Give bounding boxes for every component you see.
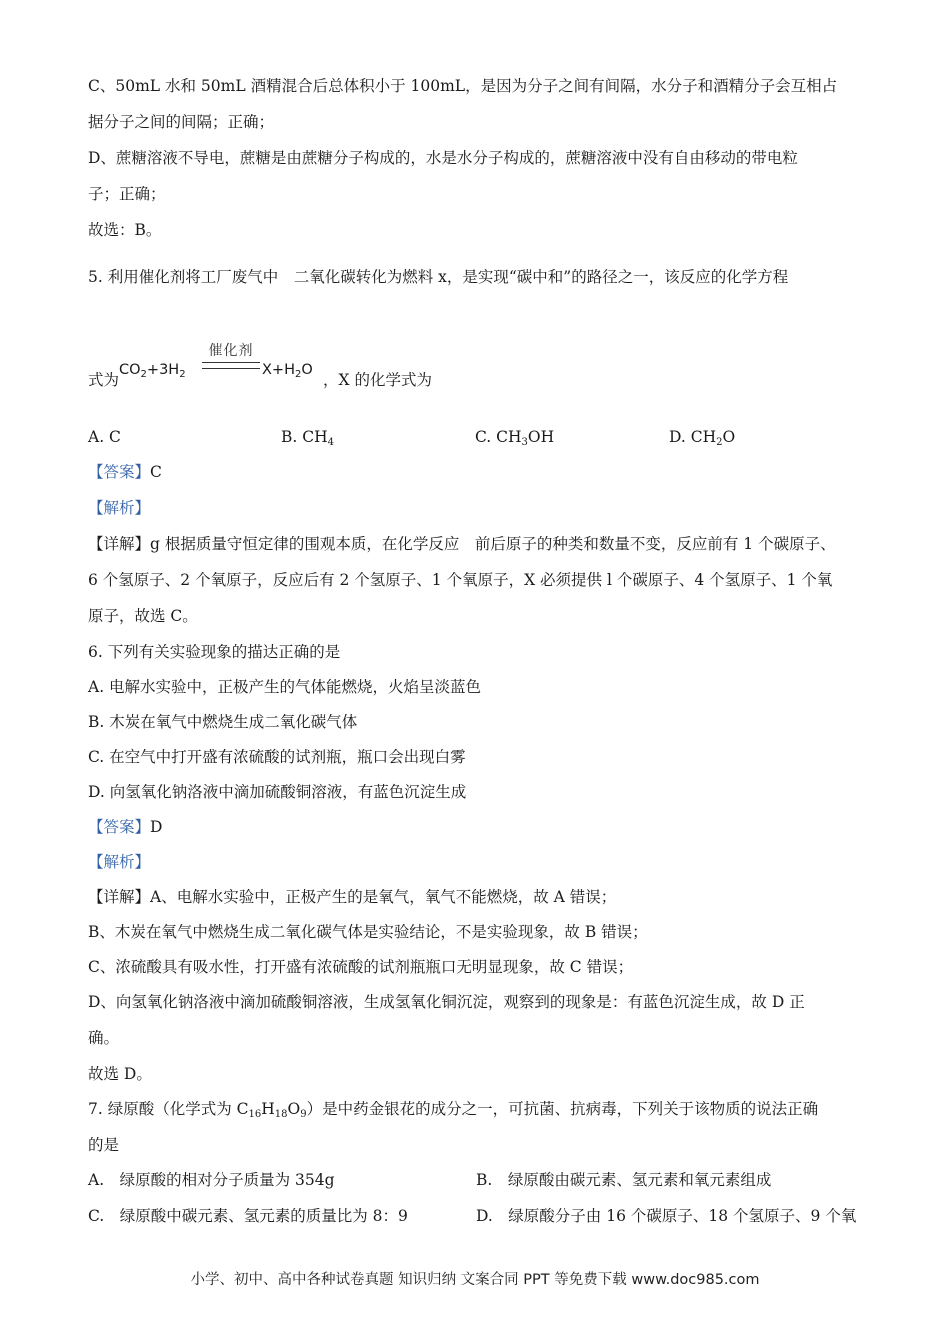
q6-analysis-tag: 【解析】 (88, 853, 151, 871)
q5-detail-line: 原子，故选 C。 (88, 607, 198, 625)
question-5-stem: 5. 利用催化剂将工厂废气中 二氧化碳转化为燃料 x，是实现“碳中和”的路径之一，该反应的化学方程 (88, 268, 789, 286)
q5-option-d: D. $CH_2O$ (669, 428, 736, 448)
q5-answer: 【答案】C (88, 463, 162, 481)
reaction-arrow (202, 340, 260, 369)
q5-option-c: C. $CH_3OH$ (475, 428, 555, 448)
equation-lead: 式为 (88, 371, 120, 389)
text-line: D、蔗糖溶液不导电，蔗糖是由蔗糖分子构成的，水是水分子构成的，蔗糖溶液中没有自由移动的带电粒 (88, 149, 798, 167)
equation-tail: ，X 的化学式为 (323, 371, 432, 389)
text-line: 子；正确； (88, 185, 166, 203)
chemical-equation (88, 340, 788, 390)
text-line: C、50mL 水和 50mL 酒精混合后总体积小于 100mL，是因为分子之间有间隔，水分子和酒精分子会互相占 (88, 77, 838, 95)
catalyst-label: 催化剂 (208, 343, 254, 359)
q6-detail-line: 确。 (88, 1029, 120, 1047)
q5-analysis-tag: 【解析】 (88, 499, 151, 517)
q6-answer: 【答案】D (88, 818, 163, 836)
q5-option-a: A. C (88, 428, 121, 446)
q7-option-a: A. 绿原酸的相对分子质量为 354g (88, 1171, 335, 1189)
q6-detail-line: 故选 D。 (88, 1065, 152, 1083)
q5-option-b: B. $CH_4$ (281, 428, 334, 448)
q6-option-d: D. 向氢氧化钠洛液中滴加硫酸铜溶液，有蓝色沉淀生成 (88, 783, 467, 801)
q6-option-b: B. 木炭在氧气中燃烧生成二氧化碳气体 (88, 713, 358, 731)
q7-option-b: B. 绿原酸由碳元素、氢元素和氧元素组成 (476, 1171, 772, 1189)
page-footer: 小学、初中、高中各种试卷真题 知识归纳 文案合同 PPT 等免费下载 www.doc985.com (190, 1272, 760, 1288)
q6-detail-line: C、浓硫酸具有吸水性，打开盛有浓硫酸的试剂瓶瓶口无明显现象，故 C 错误； (88, 958, 634, 976)
question-7-stem-cont: 的是 (88, 1136, 120, 1154)
equation-reactants: $CO_2+3H_2$ (119, 362, 186, 380)
q7-option-c: C. 绿原酸中碳元素、氢元素的质量比为 8：9 (88, 1207, 408, 1225)
q6-detail-line: B、木炭在氧气中燃烧生成二氧化碳气体是实验结论，不是实验现象，故 B 错误； (88, 923, 648, 941)
q6-option-c: C. 在空气中打开盛有浓硫酸的试剂瓶，瓶口会出现白雾 (88, 748, 466, 766)
q6-option-a: A. 电解水实验中，正极产生的气体能燃烧，火焰呈淡蓝色 (88, 678, 482, 696)
q6-detail-line: D、向氢氧化钠洛液中滴加硫酸铜溶液，生成氢氧化铜沉淀，观察到的现象是：有蓝色沉淀生成，故 D 正 (88, 993, 805, 1011)
text-line: 故选：B。 (88, 221, 162, 239)
question-6-stem: 6. 下列有关实验现象的描达正确的是 (88, 643, 341, 661)
question-7-stem: 7. 绿原酸（化学式为 $C_{16}H_{18}O_9$）是中药金银花的成分之一，可抗菌、抗病毒，下列关于该物质的说法正确 (88, 1100, 819, 1120)
text-line: 据分子之间的间隔；正确； (88, 113, 275, 131)
q6-detail-line: 【详解】A、电解水实验中，正极产生的是氧气，氧气不能燃烧，故 A 错误； (88, 888, 617, 906)
equals-bars (202, 362, 260, 369)
q7-option-d: D. 绿原酸分子由 16 个碳原子、18 个氢原子、9 个氧 (476, 1207, 857, 1225)
q5-detail-line: 【详解】g 根据质量守恒定律的围观本质，在化学反应 前后原子的种类和数量不变，反应前有 1 个碳原子、 (88, 535, 836, 553)
equation-products: $X+H_2O$ (262, 362, 313, 380)
q5-detail-line: 6 个氢原子、2 个氧原子，反应后有 2 个氢原子、1 个氧原子，X 必须提供 l 个碳原子、4 个氢原子、1 个氧 (88, 571, 833, 589)
